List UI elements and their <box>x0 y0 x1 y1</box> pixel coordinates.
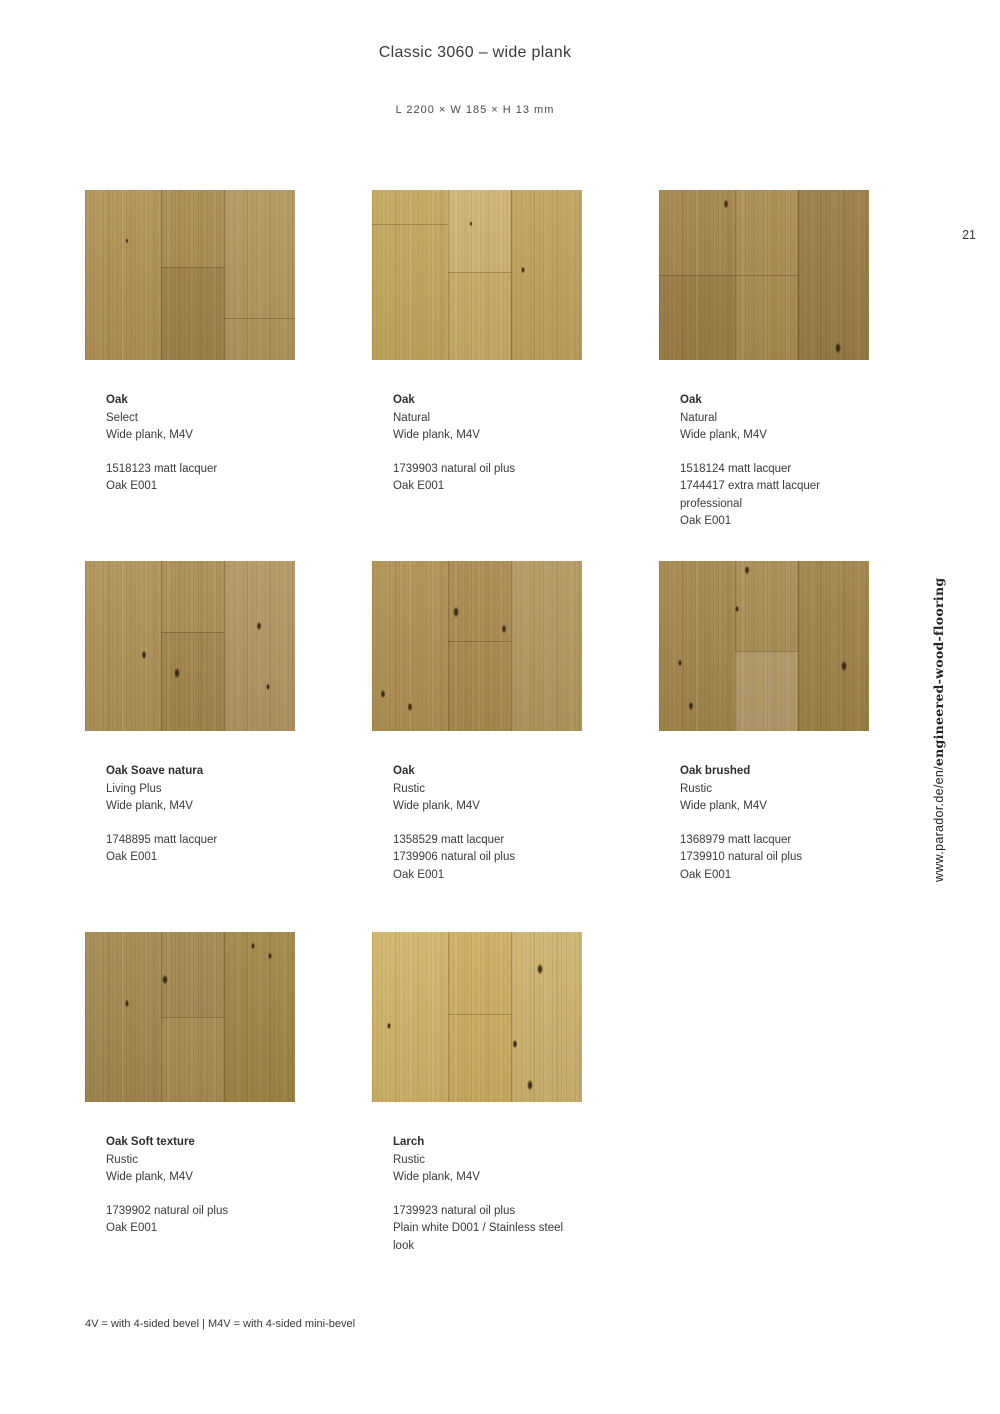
wood-swatch-image <box>372 190 582 360</box>
wood-knot <box>162 974 168 985</box>
plank-joint-vertical <box>448 932 449 1102</box>
product-grade: Natural <box>393 411 431 424</box>
product-format: Wide plank, M4V <box>680 800 767 812</box>
wood-knot <box>502 625 507 634</box>
wood-knot <box>688 701 693 710</box>
plank-joint-horizontal <box>372 224 448 225</box>
product-detail-line: Oak E001 <box>106 480 158 492</box>
wood-swatch-image <box>659 561 869 731</box>
product-format: Wide plank, M4V <box>393 800 480 812</box>
product-format: Wide plank, M4V <box>106 429 193 441</box>
product-grade: Rustic <box>393 782 425 795</box>
caption-spacer <box>680 816 870 832</box>
product-format: Wide plank, M4V <box>106 800 193 812</box>
sidebar-url <box>931 532 946 882</box>
plank-joint-horizontal <box>448 1014 511 1015</box>
product-detail-line: 1739902 natural oil plus <box>106 1204 229 1217</box>
product-caption <box>393 392 583 496</box>
wood-knot <box>678 659 682 666</box>
product-format: Wide plank, M4V <box>393 429 480 441</box>
wood-knot <box>735 605 739 612</box>
sidebar-url-category: engineered-wood-flooring <box>931 577 946 767</box>
plank-joint-vertical <box>224 932 225 1102</box>
product-caption <box>106 392 296 496</box>
product-grade: Rustic <box>106 1153 138 1166</box>
product-tile <box>85 190 297 530</box>
footer-legend: 4V = with 4-sided bevel | M4V = with 4-sided mini-bevel <box>85 1318 356 1330</box>
plank-joint-horizontal <box>161 267 224 268</box>
plank-tone-patch <box>511 561 582 731</box>
product-tile <box>659 561 871 901</box>
plank-tone-patch <box>659 275 735 360</box>
product-grade: Living Plus <box>106 782 162 795</box>
plank-tone-patch <box>735 651 798 731</box>
product-tile <box>85 561 297 901</box>
product-name: Oak Soave natura <box>106 765 204 777</box>
product-detail-line: Oak E001 <box>106 1222 158 1234</box>
product-grade: Select <box>106 411 138 424</box>
wood-knot <box>835 343 841 354</box>
plank-tone-patch <box>511 932 582 1102</box>
product-detail-line: Oak E001 <box>393 868 445 881</box>
product-caption <box>680 392 870 531</box>
product-format: Wide plank, M4V <box>106 1171 193 1183</box>
product-tile <box>372 561 584 901</box>
product-name: Oak <box>680 394 702 406</box>
product-name: Oak <box>106 394 128 406</box>
plank-joint-horizontal <box>224 318 295 319</box>
product-tile <box>85 932 297 1272</box>
wood-swatch-image <box>85 932 295 1102</box>
product-name: Oak <box>393 765 415 777</box>
product-detail-line: Plain white D001 / Stainless steel look <box>393 1222 564 1252</box>
product-name: Oak <box>393 394 415 406</box>
product-caption <box>106 1134 296 1238</box>
product-tile <box>372 932 584 1272</box>
product-detail-line: 1739903 natural oil plus <box>393 462 516 475</box>
plank-joint-horizontal <box>659 275 798 276</box>
caption-spacer <box>106 816 296 832</box>
product-caption <box>106 763 296 867</box>
product-format: Wide plank, M4V <box>680 429 767 441</box>
product-grade: Rustic <box>393 1153 425 1166</box>
wood-knot <box>453 607 459 618</box>
product-name: Oak Soft texture <box>106 1136 195 1148</box>
product-detail-line: 1739923 natural oil plus <box>393 1204 516 1217</box>
caption-spacer <box>106 1187 296 1203</box>
plank-joint-vertical <box>224 190 225 360</box>
wood-knot <box>841 661 847 672</box>
plank-tone-patch <box>448 190 511 272</box>
plank-joint-vertical <box>511 190 512 360</box>
product-detail-line: 1518123 matt lacquer <box>106 462 218 475</box>
wood-swatch-image <box>372 561 582 731</box>
caption-spacer <box>393 816 583 832</box>
product-tile <box>372 190 584 530</box>
product-detail-line: 1739910 natural oil plus <box>680 851 803 863</box>
product-format: Wide plank, M4V <box>393 1171 480 1183</box>
wood-knot <box>257 621 262 630</box>
caption-spacer <box>393 1187 583 1203</box>
wood-swatch-image <box>659 190 869 360</box>
wood-knot <box>251 942 255 949</box>
product-tile <box>659 190 871 530</box>
product-detail-line: professional <box>680 497 743 510</box>
caption-spacer <box>106 445 296 461</box>
product-grade: Rustic <box>680 782 712 795</box>
product-caption <box>393 763 583 884</box>
wood-swatch-image <box>85 561 295 731</box>
wood-knot <box>512 1040 517 1049</box>
plank-joint-horizontal <box>735 651 798 652</box>
wood-knot <box>125 1000 129 1007</box>
plank-joint-horizontal <box>448 641 511 642</box>
sidebar-url-prefix: www.parador.de/en/ <box>932 766 946 882</box>
wood-knot <box>268 952 272 959</box>
caption-spacer <box>680 445 870 461</box>
wood-knot <box>527 1080 533 1091</box>
product-name: Larch <box>393 1136 425 1148</box>
product-detail-line: Oak E001 <box>680 515 732 527</box>
plank-joint-horizontal <box>448 272 511 273</box>
wood-knot <box>174 668 180 679</box>
plank-joint-vertical <box>798 190 799 360</box>
plank-tone-patch <box>161 932 224 1017</box>
wood-knot <box>266 683 270 690</box>
wood-knot <box>380 689 385 698</box>
wood-knot <box>724 199 729 208</box>
plank-joint-horizontal <box>161 1017 224 1018</box>
product-dimensions: L 2200 × W 185 × H 13 mm <box>395 104 555 116</box>
product-caption <box>393 1134 583 1255</box>
wood-knot <box>521 266 525 273</box>
product-name: Oak brushed <box>680 765 751 777</box>
product-grade: Natural <box>680 411 718 424</box>
wood-knot <box>387 1022 391 1029</box>
plank-joint-horizontal <box>161 632 224 633</box>
product-detail-line: 1739906 natural oil plus <box>393 851 516 863</box>
plank-joint-vertical <box>798 561 799 731</box>
product-detail-line: 1748895 matt lacquer <box>106 833 218 846</box>
product-caption <box>680 763 870 884</box>
wood-knot <box>537 964 543 975</box>
plank-tone-patch <box>161 632 224 731</box>
product-detail-line: Oak E001 <box>680 868 732 881</box>
product-detail-line: 1744417 extra matt lacquer <box>680 480 821 492</box>
page-title: Classic 3060 – wide plank <box>378 44 572 61</box>
product-detail-line: 1358529 matt lacquer <box>393 833 505 846</box>
plank-joint-vertical <box>224 561 225 731</box>
wood-knot <box>745 565 750 574</box>
product-detail-line: Oak E001 <box>393 480 445 492</box>
product-detail-line: Oak E001 <box>106 851 158 863</box>
caption-spacer <box>393 445 583 461</box>
wood-knot <box>141 650 146 659</box>
wood-swatch-image <box>372 932 582 1102</box>
wood-knot <box>407 703 412 712</box>
plank-joint-vertical <box>448 561 449 731</box>
plank-tone-patch <box>161 267 224 361</box>
wood-knot <box>126 238 129 243</box>
page-number: 21 <box>962 228 976 242</box>
wood-swatch-image <box>85 190 295 360</box>
product-detail-line: 1518124 matt lacquer <box>680 462 792 475</box>
product-detail-line: 1368979 matt lacquer <box>680 833 792 846</box>
